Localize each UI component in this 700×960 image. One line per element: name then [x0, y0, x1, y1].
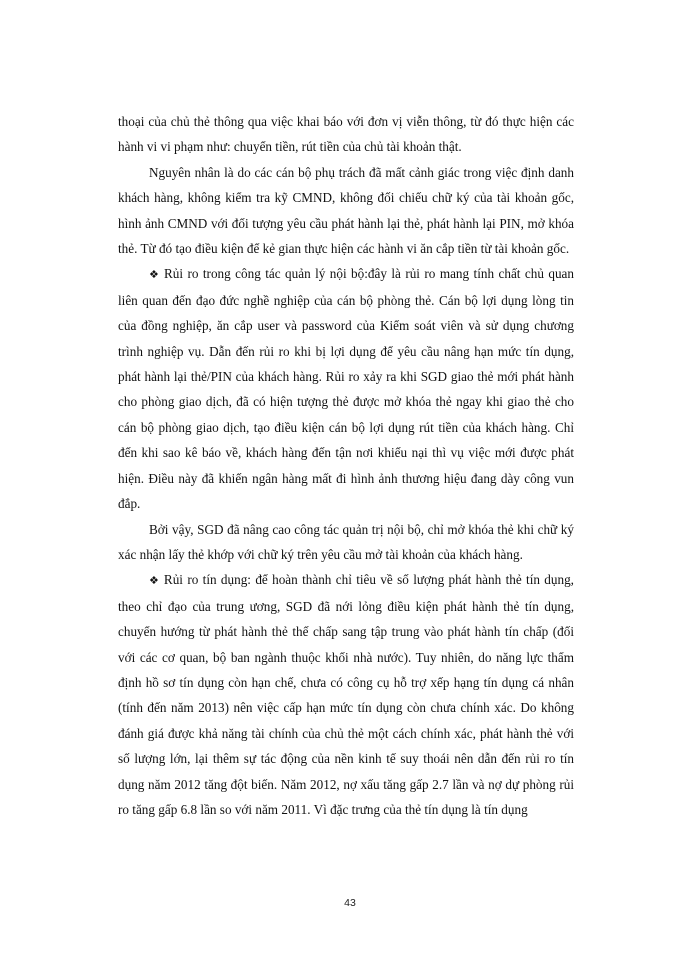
paragraph-2-text: Nguyên nhân là do các cán bộ phụ trách đã mất cảnh giác trong việc định danh khách hàng, không kiểm tra kỹ CMND, không đối chiếu chữ ký của tài khoản gốc, hình ảnh CMND với đối tượng yêu cầu phát hành lại thẻ, phát hành lại PIN, mở khóa thẻ. Từ đó tạo điều kiện để kẻ gian thực hiện các hành vi ăn cắp tiền từ tài khoản gốc. — [118, 164, 574, 257]
paragraph-2 — [118, 160, 574, 262]
paragraph-1 — [118, 109, 574, 160]
page-number: 43 — [344, 897, 356, 909]
paragraph-5 — [118, 567, 574, 822]
paragraph-1-text: thoại của chủ thẻ thông qua việc khai báo với đơn vị viễn thông, từ đó thực hiện các hành vi vi phạm như: chuyển tiền, rút tiền của chủ tài khoản thật. — [118, 114, 574, 155]
paragraph-4-text: Bởi vậy, SGD đã nâng cao công tác quản trị nội bộ, chỉ mở khóa thẻ khi chữ ký xác nhận lấy thẻ khớp với chữ ký trên yêu cầu mở tài khoản của khách hàng. — [118, 521, 574, 562]
paragraph-3-text: Rủi ro trong công tác quản lý nội bộ:đây là rủi ro mang tính chất chủ quan liên quan đến đạo đức nghề nghiệp của cán bộ phòng thẻ. Cán bộ lợi dụng lòng tin của đồng nghiệp, ăn cắp user và password của Kiểm soát viên và sử dụng chương trình nghiệp vụ. Dẫn đến rủi ro khi bị lợi dụng để yêu cầu nâng hạn mức tín dụng, phát hành lại thẻ/PIN của khách hàng. Rủi ro xảy ra khi SGD giao thẻ mới phát hành cho phòng giao dịch, đã có hiện tượng thẻ được mở khóa thẻ ngay khi giao thẻ cho cán bộ phòng giao dịch, tạo điều kiện cán bộ lợi dụng rút tiền của khách hàng. Chỉ đến khi sao kê báo về, khách hàng đến tận nơi khiếu nại thì vụ việc mới được phát hiện. Điều này đã khiến ngân hàng mất đi hình ảnh thương hiệu đang dày công vun đắp. — [118, 266, 574, 512]
paragraph-5-text: Rủi ro tín dụng: để hoàn thành chỉ tiêu về số lượng phát hành thẻ tín dụng, theo chỉ đạo của trung ương, SGD đã nới lỏng điều kiện phát hành thẻ tín dụng, chuyển hướng từ phát hành thẻ thế chấp sang tập trung vào phát hành tín chấp (đối với các cơ quan, bộ ban ngành thuộc khối nhà nước). Tuy nhiên, do năng lực thẩm định hồ sơ tín dụng còn hạn chế, chưa có công cụ hỗ trợ xếp hạng tín dụng cá nhân (tính đến năm 2013) nên việc cấp hạn mức tín dụng còn chưa chính xác. Do không đánh giá được khả năng tài chính của chủ thẻ một cách chính xác, phát hành thẻ với số lượng lớn, lại thêm sự tác động của nền kinh tế suy thoái nên dẫn đến rủi ro tín dụng năm 2012 tăng đột biến. Năm 2012, nợ xấu tăng gấp 2.7 lần và nợ dự phòng rủi ro tăng gấp 6.8 lần so với năm 2011. Vì đặc trưng của thẻ tín dụng là tín dụng — [118, 572, 574, 817]
page-body — [118, 109, 574, 822]
diamond-bullet-icon: ❖ — [149, 574, 160, 588]
paragraph-4 — [118, 517, 574, 568]
paragraph-3 — [118, 261, 574, 516]
diamond-bullet-icon: ❖ — [149, 268, 160, 282]
